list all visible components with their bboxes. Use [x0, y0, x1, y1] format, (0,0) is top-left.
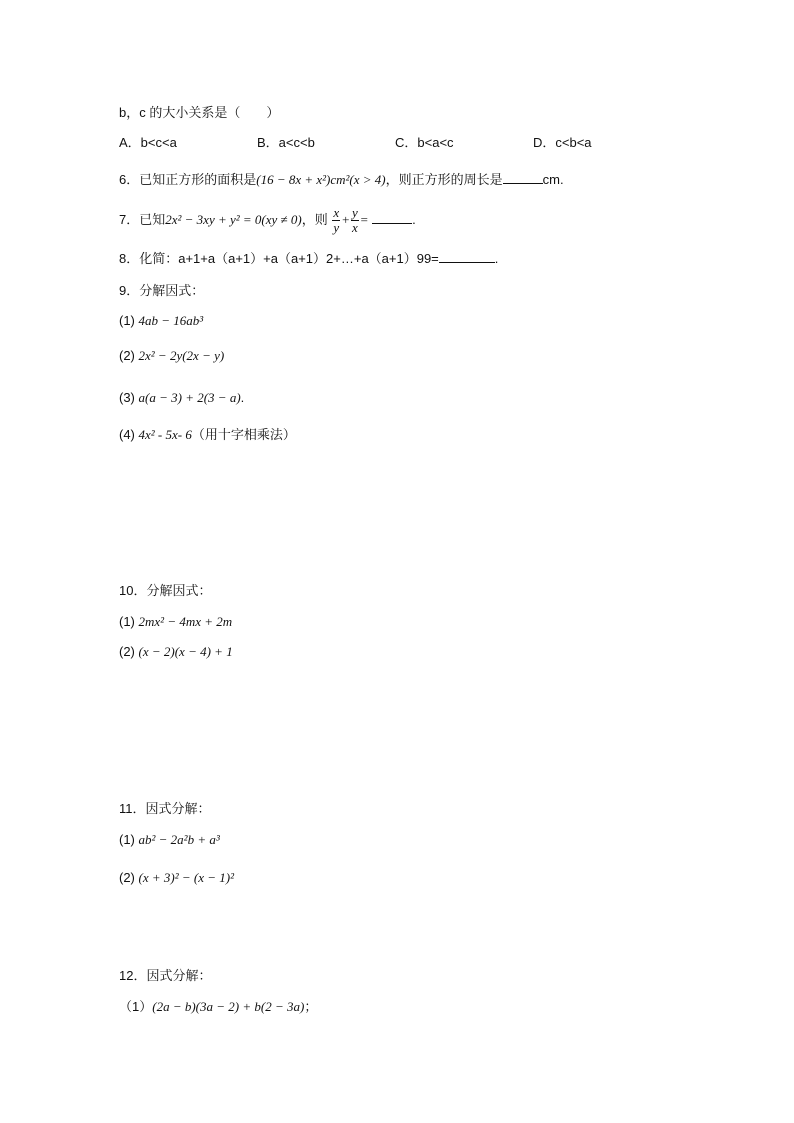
q8-suffix: . — [494, 251, 499, 266]
q12-title-text: 12．因式分解： — [119, 968, 212, 983]
q9-part-4-expression: 4x² - 5x- 6 — [138, 427, 192, 442]
q11-part-2-label: (2) — [119, 870, 135, 885]
question-6 — [119, 171, 564, 189]
q9-part-2 — [119, 347, 224, 365]
question-8 — [119, 250, 498, 268]
q9-part-4 — [119, 426, 296, 444]
q8-text: 8．化简：a+1+a（a+1）+a（a+1）2+…+a（a+1）99= — [119, 251, 439, 266]
q11-title — [119, 800, 211, 818]
q6-suffix: cm. — [542, 172, 564, 187]
q9-part-4-suffix: （用十字相乘法） — [191, 427, 296, 442]
q7-prefix: 7．已知 — [119, 212, 166, 227]
q10-title-text: 10．分解因式： — [119, 583, 212, 598]
q7-plus: + — [341, 212, 350, 227]
q9-title — [119, 282, 204, 300]
q5-option-b[interactable]: B．a<c<b — [257, 135, 315, 150]
q11-part-2 — [119, 869, 234, 887]
q5-option-d[interactable]: D．c<b<a — [533, 135, 592, 150]
q11-part-1-expression: ab² − 2a²b + a³ — [138, 832, 220, 847]
q11-part-1-label: (1) — [119, 832, 135, 847]
q6-prefix: 6．已知正方形的面积是 — [119, 172, 257, 187]
q9-title-text: 9．分解因式： — [119, 283, 205, 298]
q10-part-2-label: (2) — [119, 644, 135, 659]
q8-answer-blank[interactable] — [439, 250, 495, 263]
q9-part-3 — [119, 389, 244, 407]
q5-options — [119, 134, 671, 152]
q6-expression: (16 − 8x + x²)cm²(x > 4) — [256, 172, 386, 187]
q9-part-2-expression: 2x² − 2y(2x − y) — [138, 348, 225, 363]
q10-part-1-expression: 2mx² − 4mx + 2m — [138, 614, 233, 629]
q7-suffix: . — [412, 212, 416, 227]
q11-title-text: 11．因式分解： — [119, 801, 211, 816]
q7-frac1-denominator: y — [333, 220, 340, 236]
q7-middle: ，则 — [301, 212, 328, 227]
q12-part-1-label: （1） — [119, 999, 153, 1014]
q7-equals: = — [359, 212, 369, 227]
question-7 — [119, 205, 416, 235]
q9-part-2-label: (2) — [119, 348, 135, 363]
q5-stem-text: b，c 的大小关系是（ ） — [119, 105, 280, 120]
q5-stem-tail — [119, 104, 279, 122]
q6-answer-blank[interactable] — [503, 171, 543, 184]
q9-part-1 — [119, 312, 203, 330]
q5-option-a[interactable]: A．b<c<a — [119, 135, 177, 150]
q7-frac2-numerator: y — [351, 205, 358, 221]
q5-option-c[interactable]: C．b<a<c — [395, 135, 454, 150]
q6-middle: ，则正方形的周长是 — [385, 172, 503, 187]
q12-part-1-suffix: ； — [304, 999, 318, 1014]
q7-fraction-y-over-x — [351, 206, 359, 235]
q9-part-3-suffix: . — [240, 390, 245, 405]
q7-frac1-numerator: x — [333, 205, 340, 221]
q9-part-1-expression: 4ab − 16ab³ — [138, 313, 204, 328]
q10-title — [119, 582, 211, 600]
q12-part-1-expression: (2a − b)(3a − 2) + b(2 − 3a) — [152, 999, 305, 1014]
q10-part-2-expression: (x − 2)(x − 4) + 1 — [138, 644, 233, 659]
q7-expression: 2x² − 3xy + y² = 0(xy ≠ 0) — [165, 212, 302, 227]
q9-part-3-label: (3) — [119, 390, 135, 405]
q9-part-3-expression: a(a − 3) + 2(3 − a) — [138, 390, 241, 405]
q11-part-1 — [119, 831, 220, 849]
q10-part-1 — [119, 613, 232, 631]
q11-part-2-expression: (x + 3)² − (x − 1)² — [138, 870, 234, 885]
q9-part-4-label: (4) — [119, 427, 135, 442]
q10-part-2 — [119, 643, 233, 661]
q7-fraction-x-over-y — [332, 206, 340, 235]
q7-answer-blank[interactable] — [372, 211, 412, 224]
q10-part-1-label: (1) — [119, 614, 135, 629]
q9-part-1-label: (1) — [119, 313, 135, 328]
q12-title — [119, 967, 211, 985]
q12-part-1 — [119, 998, 317, 1016]
q7-frac2-denominator: x — [351, 220, 358, 236]
